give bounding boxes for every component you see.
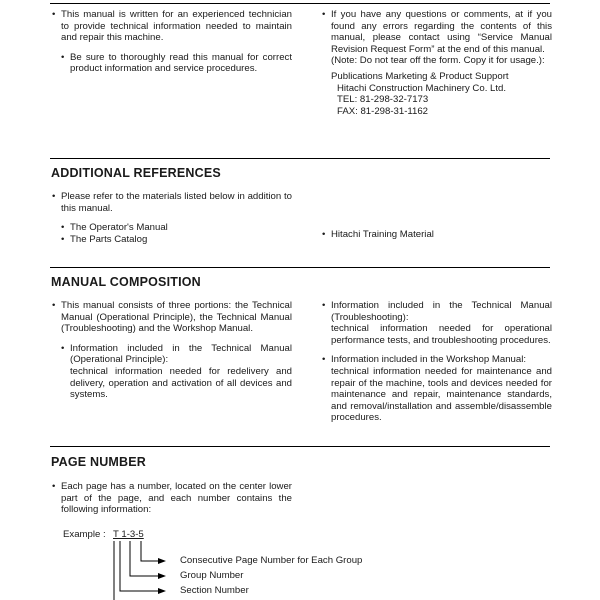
composition-subtext: technical information needed for redelivery and delivery, operation and activation of all devices and systems. — [70, 365, 292, 401]
contact-company: Hitachi Construction Machinery Co. Ltd. — [337, 82, 507, 94]
reference-item: • Hitachi Training Material — [322, 229, 552, 241]
callout-label: Consecutive Page Number for Each Group — [180, 555, 363, 566]
arrow-icon — [158, 588, 166, 594]
contact-fax: FAX: 81-298-31-1162 — [337, 105, 429, 117]
composition-bullet: • This manual consists of three portions: the Technical Manual (Operational Principle), the Technical Manual (Troubleshooting) and the Workshop Manual. — [52, 300, 292, 335]
contact-instruction: • If you have any questions or comments, at if you found any errors regarding the contents of this manual, please contact using “Service Manual Revision Request Form” at the end of this manual. — [331, 9, 552, 55]
intro-bullet-2: • Be sure to thoroughly read this manual for correct product information and service procedures. — [61, 52, 292, 75]
composition-subtext: technical information needed for operational performance tests, and troubleshooting procedures. — [331, 323, 552, 346]
callout-line — [141, 541, 160, 561]
composition-subhead: • Information included in the Technical Manual (Operational Principle): — [70, 342, 292, 366]
example-label: Example : — [63, 529, 106, 540]
arrow-icon — [158, 573, 166, 579]
composition-subtext: technical information needed for maintenance and repair of the machine, tools and devices needed for maintenance and repair, maintenance standards, and removal/installation and assemble/disassemble procedures. — [331, 365, 552, 424]
callout-line — [130, 541, 160, 576]
example-code: T 1-3-5 — [113, 529, 144, 540]
callout-label: Group Number — [180, 570, 244, 581]
form-note: (Note: Do not tear off the form. Copy it for usage.): — [331, 55, 545, 67]
composition-subhead: • Information included in the Technical Manual (Troubleshooting): — [331, 300, 552, 323]
contact-department: Publications Marketing & Product Support — [331, 70, 509, 82]
contact-tel: TEL: 81-298-32-7173 — [337, 94, 429, 106]
callout-label: Section Number — [180, 585, 249, 596]
additional-references-heading: ADDITIONAL REFERENCES — [51, 166, 221, 180]
page-number-intro: • Each page has a number, located on the center lower part of the page, and each number contains the following information: — [52, 481, 292, 516]
composition-subhead: • Information included in the Workshop Manual: — [331, 354, 527, 366]
reference-item: • The Parts Catalog — [61, 234, 292, 246]
callout-line — [120, 541, 160, 591]
intro-bullet-1: • This manual is written for an experienced technician to provide technical information needed to maintain and repair this machine. — [52, 9, 292, 44]
references-intro: • Please refer to the materials listed below in addition to this manual. — [52, 191, 292, 214]
page-number-heading: PAGE NUMBER — [51, 455, 147, 469]
reference-item: • The Operator's Manual — [61, 222, 292, 234]
manual-composition-heading: MANUAL COMPOSITION — [51, 275, 201, 289]
arrow-icon — [158, 558, 166, 564]
